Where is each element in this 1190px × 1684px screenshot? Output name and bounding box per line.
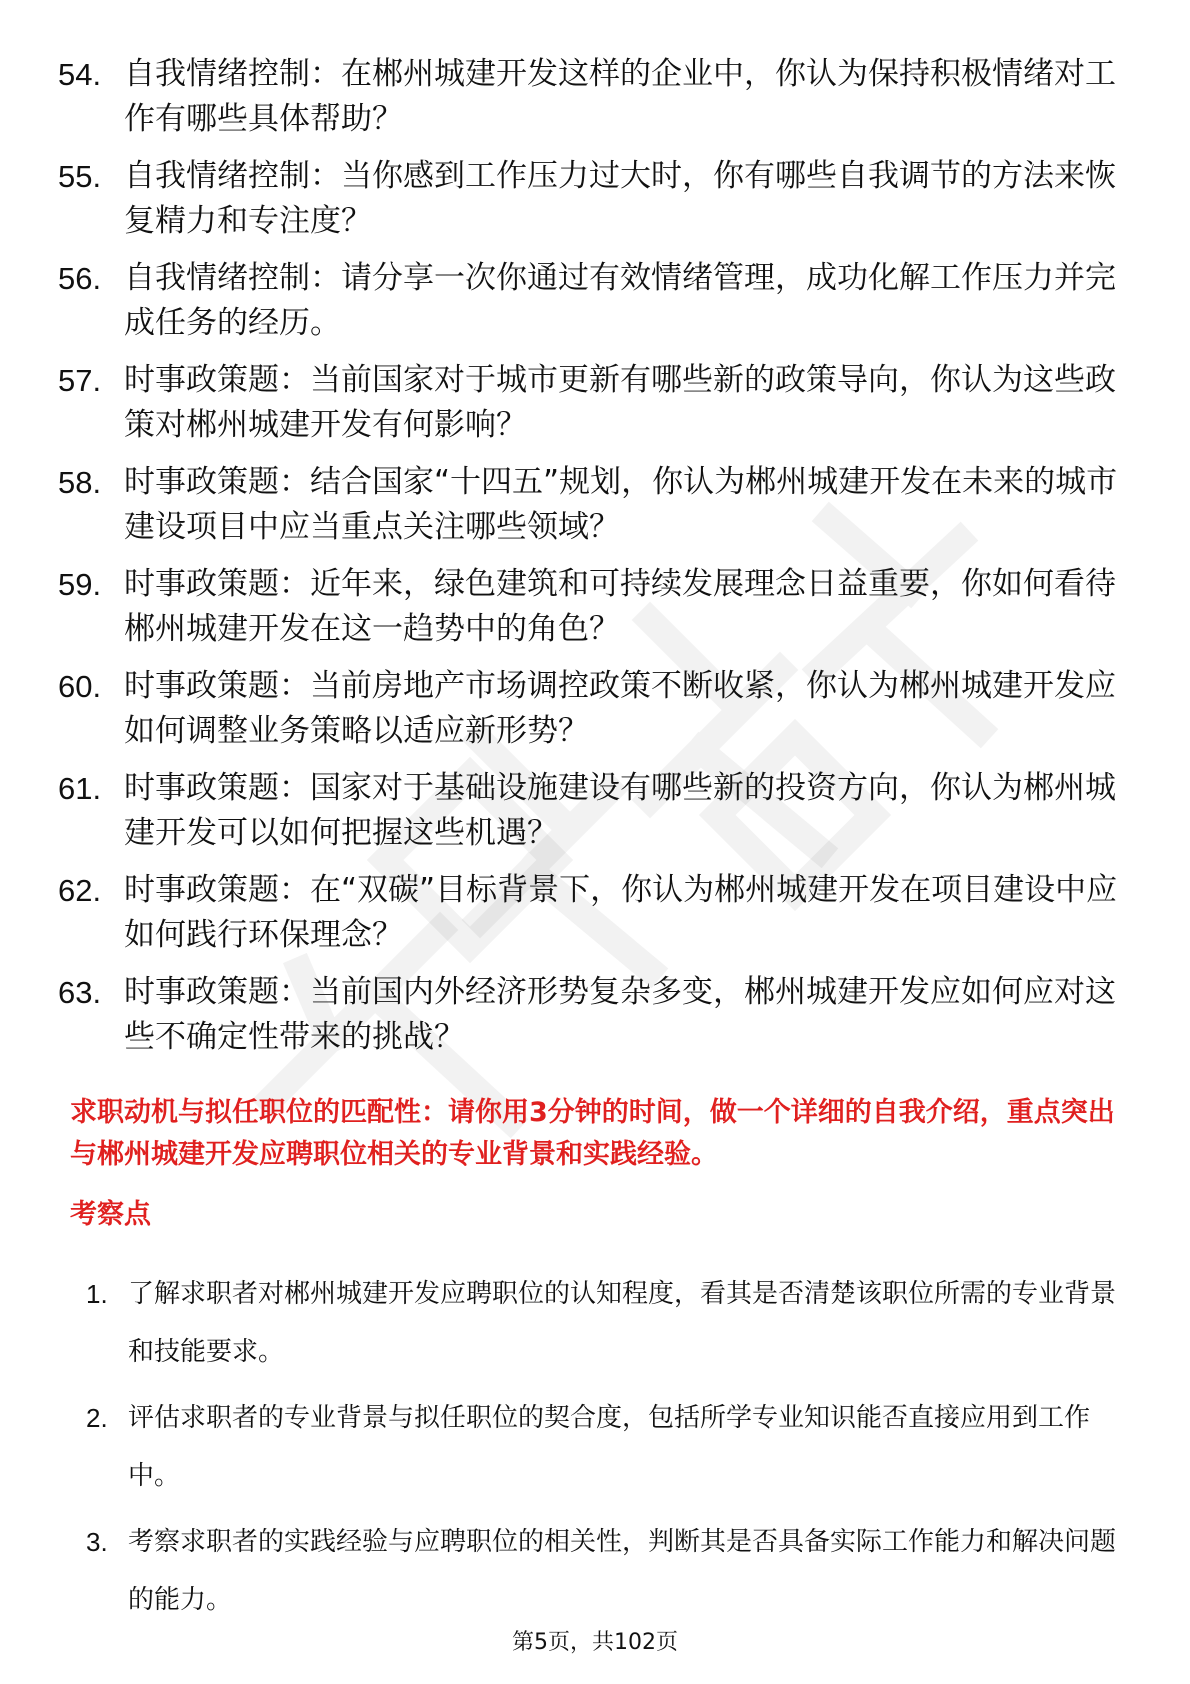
question-item (58, 154, 1138, 244)
question-number: 60. (58, 669, 102, 704)
assessment-point (86, 1389, 1130, 1505)
intro-question: 求职动机与拟任职位的匹配性：请你用3分钟的时间，做一个详细的自我介绍，重点突出与郴州城建开发应聘职位相关的专业背景和实践经验。 (70, 1097, 1115, 1170)
question-item (58, 460, 1138, 550)
question-text: 时事政策题：近年来，绿色建筑和可持续发展理念日益重要，你如何看待郴州城建开发在这一趋势中的角色？ (124, 566, 1116, 647)
assessment-points-list (86, 1265, 1130, 1637)
question-text: 时事政策题：国家对于基础设施建设有哪些新的投资方向，你认为郴州城建开发可以如何把握这些机遇？ (124, 770, 1116, 851)
question-number: 58. (58, 465, 102, 500)
question-text: 时事政策题：在“双碳”目标背景下，你认为郴州城建开发在项目建设中应如何践行环保理念？ (124, 872, 1118, 953)
question-list (58, 52, 1138, 1072)
question-text: 时事政策题：当前国家对于城市更新有哪些新的政策导向，你认为这些政策对郴州城建开发有何影响？ (124, 362, 1116, 443)
question-number: 56. (58, 261, 102, 296)
question-item (58, 52, 1138, 142)
question-item (58, 358, 1138, 448)
assessment-point (86, 1265, 1130, 1381)
question-item (58, 970, 1138, 1060)
question-item (58, 256, 1138, 346)
point-text: 了解求职者对郴州城建开发应聘职位的认知程度，看其是否清楚该职位所需的专业背景和技能要求。 (128, 1279, 1117, 1367)
points-heading: 考察点 (70, 1199, 151, 1230)
question-item (58, 766, 1138, 856)
question-number: 59. (58, 567, 102, 602)
question-item (58, 664, 1138, 754)
question-item (58, 868, 1138, 958)
assessment-point (86, 1513, 1130, 1629)
point-number: 1. (86, 1279, 108, 1309)
question-text: 自我情绪控制：当你感到工作压力过大时，你有哪些自我调节的方法来恢复精力和专注度？ (124, 158, 1116, 239)
question-text: 时事政策题：当前房地产市场调控政策不断收紧，你认为郴州城建开发应如何调整业务策略以适应新形势？ (124, 668, 1116, 749)
question-number: 62. (58, 873, 102, 908)
question-text: 自我情绪控制：在郴州城建开发这样的企业中，你认为保持积极情绪对工作有哪些具体帮助？ (124, 56, 1116, 137)
point-number: 3. (86, 1527, 108, 1557)
question-number: 61. (58, 771, 102, 806)
question-number: 54. (58, 57, 102, 92)
question-text: 时事政策题：结合国家“十四五”规划，你认为郴州城建开发在未来的城市建设项目中应当重点关注哪些领域？ (124, 464, 1118, 545)
question-number: 63. (58, 975, 102, 1010)
point-text: 评估求职者的专业背景与拟任职位的契合度，包括所学专业知识能否直接应用到工作中。 (128, 1403, 1091, 1491)
question-item (58, 562, 1138, 652)
question-text: 自我情绪控制：请分享一次你通过有效情绪管理，成功化解工作压力并完成任务的经历。 (124, 260, 1116, 341)
point-number: 2. (86, 1403, 108, 1433)
question-text: 时事政策题：当前国内外经济形势复杂多变，郴州城建开发应如何应对这些不确定性带来的挑战？ (124, 974, 1116, 1055)
question-number: 57. (58, 363, 102, 398)
page-footer: 第5页，共102页 (512, 1630, 678, 1655)
point-text: 考察求职者的实践经验与应聘职位的相关性，判断其是否具备实际工作能力和解决问题的能力。 (128, 1527, 1117, 1615)
question-number: 55. (58, 159, 102, 194)
